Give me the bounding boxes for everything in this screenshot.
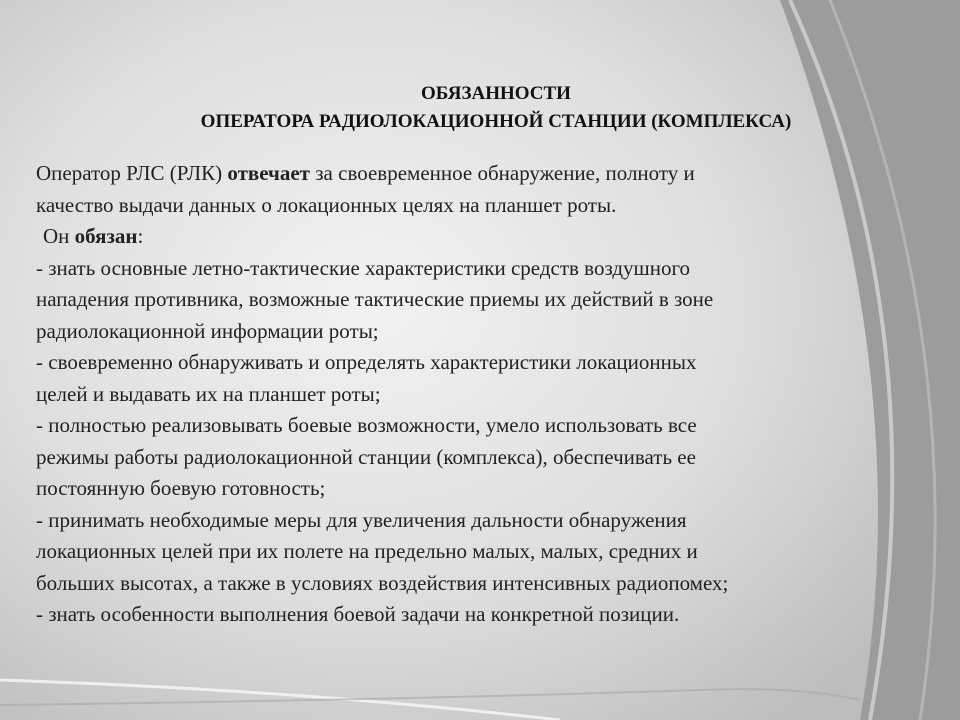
obliged-prefix: Он	[43, 224, 75, 248]
duty-line: - полностью реализовывать боевые возможности, умело использовать все	[36, 413, 697, 437]
duty-line: локационных целей при их полете на предельно малых, малых, средних и	[36, 539, 698, 563]
duty-line: радиолокационной информации роты;	[36, 318, 379, 343]
intro-line-2: качество выдачи данных о локационных целях на планшет роты.	[36, 192, 617, 217]
title-line-1: ОБЯЗАННОСТИ	[421, 83, 571, 104]
intro-bold: отвечает	[227, 161, 311, 185]
slide-title	[36, 80, 936, 136]
duty-line: постоянную боевую готовность;	[36, 476, 326, 500]
duty-line: - знать основные летно-тактические характеристики средств воздушного	[36, 255, 691, 280]
title-line-2: ОПЕРАТОРА РАДИОЛОКАЦИОННОЙ СТАНЦИИ (КОМПЛЕКСА)	[200, 111, 792, 132]
duty-line: - знать особенности выполнения боевой задачи на конкретной позиции.	[36, 602, 680, 626]
intro-suffix: за своевременное обнаружение, полноту и	[310, 161, 695, 185]
obliged-bold: обязан	[74, 224, 138, 248]
obliged-suffix: :	[137, 224, 144, 248]
duty-line: больших высотах, а также в условиях воздействия интенсивных радиопомех;	[36, 570, 729, 595]
intro-prefix: Оператор РЛС (РЛК)	[36, 161, 228, 185]
duty-line: целей и выдавать их на планшет роты;	[36, 381, 381, 406]
duty-line: режимы работы радиолокационной станции (комплекса), обеспечивать ее	[36, 444, 696, 469]
intro-paragraph	[36, 158, 936, 253]
duty-line: - принимать необходимые меры для увеличения дальности обнаружения	[36, 507, 687, 532]
duty-line: - своевременно обнаруживать и определять характеристики локационных	[36, 350, 697, 374]
slide-content	[36, 80, 936, 631]
duties-list	[36, 253, 936, 631]
duty-line: нападения противника, возможные тактические приемы их действий в зоне	[36, 287, 714, 311]
